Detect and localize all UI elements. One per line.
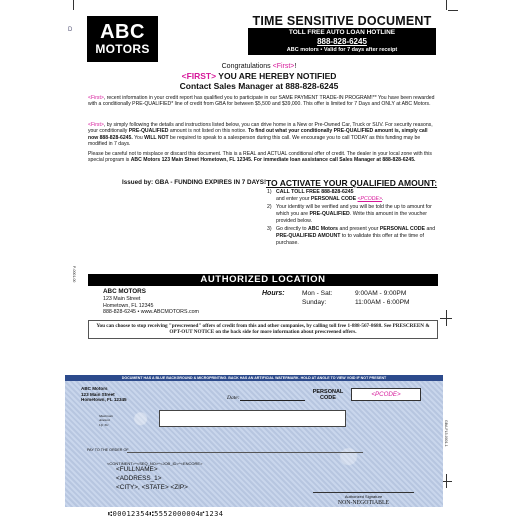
side-code: P-0001-00 xyxy=(72,266,76,283)
pcode-field: <PCODE> xyxy=(357,195,383,202)
dealer-street: 123 Main Street xyxy=(103,295,141,302)
micr-line: ⑆00012354⑆5552000004⑈1234 xyxy=(108,510,224,518)
step-1: 1) CALL TOLL FREE 888-828-6245 and enter your PERSONAL CODE <PCODE>. xyxy=(267,189,384,202)
payee-name: <FULLNAME> xyxy=(116,466,158,473)
notified-line: <FIRST> YOU ARE HEREBY NOTIFIED xyxy=(181,71,337,81)
hours-table xyxy=(302,290,410,307)
first-name-field: <First> xyxy=(88,95,104,101)
hours-label: Hours: xyxy=(262,290,285,297)
first-name-field: <FIRST> xyxy=(181,71,217,81)
dealer-address xyxy=(103,289,199,316)
authorized-location-bar: AUTHORIZED LOCATION xyxy=(88,274,438,286)
congrats-block xyxy=(100,62,418,91)
security-band: DOCUMENT HAS A BLUE BACKGROUND & MICROPRINTING. BACK HAS AN ARTIFICIAL WATERMARK. HOLD AT ANGLE TO VIEW VOID IF NOT PRESENT xyxy=(65,375,443,381)
activation-steps xyxy=(267,189,437,248)
pay-to-line xyxy=(127,452,363,453)
pay-to-label: PAY TO THE ORDER OF xyxy=(87,448,129,452)
paragraph-2: <First>, by simply following the details and instructions listed below, you can drive home in a New or Pre-Owned Car, Truck or SUV. For security reasons, your conditionally PRE-QUALIFIED amount is not listed on this notice. To find out what your conditionally PRE-QUALIFIED amount is, simply call now 888-828-6245. You WILL NOT be required to speak to a salesperson during this call. We encourage you to call TODAY as this funding may be modified in 7 days. xyxy=(88,122,433,147)
date-line xyxy=(240,400,305,401)
logo-line-1: ABC xyxy=(100,21,145,43)
max-amount-label: Maximum Amount Up To: xyxy=(99,414,113,427)
hotline-box xyxy=(248,28,436,55)
payee-city: <CITY>, <STATE> <ZIP> xyxy=(116,483,188,491)
dealer-city: Hometown, FL 12345 xyxy=(103,302,154,309)
activate-title: TO ACTIVATE YOUR QUALIFIED AMOUNT: xyxy=(266,178,438,188)
crop-mark xyxy=(446,0,447,10)
crop-mark xyxy=(440,318,452,319)
voucher-check xyxy=(65,381,443,507)
paragraph-3: Please be careful not to misplace or discard this document. This is a REAL and ACTUAL conditional offer of credit. The dealer in your local zone with this special program is ABC Motors 123 Main Street Hometown, FL 12345. For immediate loan assistance call Sales Manager at 888-828-6245. xyxy=(88,151,432,164)
abc-motors-logo xyxy=(87,16,158,62)
first-name-field: <First> xyxy=(272,63,295,70)
right-code: GBA-FL5-0001-1 xyxy=(444,420,448,447)
logo-line-2: MOTORS xyxy=(95,42,150,56)
hotline-subline: ABC motors • Valid for 7 days after receipt xyxy=(286,47,398,53)
non-negotiable-label: NON-NEGOTIABLE xyxy=(337,500,390,506)
crop-mark xyxy=(73,0,74,10)
signature-line xyxy=(313,492,414,493)
hotline-number: 888-828-6245 xyxy=(317,37,367,46)
date-label: Date: xyxy=(227,395,240,401)
hours-row: Sunday: 11:00AM - 6:00PM xyxy=(302,298,410,306)
optout-notice: You can choose to stop receiving "prescreened" offers of credit from this and other companies, by calling toll free 1-888-567-8688. See PRESCREEN & OPT-OUT NOTICE on the back side for more information about prescreened offers. xyxy=(88,320,438,339)
registration-mark-d: D xyxy=(68,27,73,33)
issued-by: Issued by: GBA - FUNDING EXPIRES IN 7 DAYS! xyxy=(122,179,267,186)
dealer-name: ABC MOTORS xyxy=(103,288,146,295)
signature-label: Authorized Signature xyxy=(344,494,383,499)
crop-mark xyxy=(448,10,458,11)
merge-code-line: <CONTINENT>^<SEQ_NO>^<JOB_ID>^<ENCORE> xyxy=(107,461,203,466)
step-3: 3) Go directly to ABC Motors and present your PERSONAL CODE and PRE-QUALIFIED AMOUNT to to validate this offer at the time of purchase. xyxy=(267,225,436,246)
amount-box[interactable] xyxy=(159,410,346,427)
hours-row: Mon - Sat: 9:00AM - 9:00PM xyxy=(302,290,407,297)
payee-address xyxy=(116,466,188,492)
step-2: 2) Your identity will be verified and you will be told the up to amount for which you are PRE-QUALIFIED. Write this amount in the voucher provided below. xyxy=(267,204,432,224)
personal-code-box: <PCODE> xyxy=(351,388,421,401)
hotline-label: TOLL FREE AUTO LOAN HOTLINE xyxy=(288,29,396,36)
check-company: ABC Motors 123 Main Street Hometown, FL 12345 xyxy=(81,386,127,402)
first-name-field: <First> xyxy=(88,122,104,128)
congrats-line: Congratulations <First>! xyxy=(221,63,297,70)
paragraph-1: <First>, recent information in your credit report has qualified you to participate in our SAME PAYMENT TRADE-IN PROGRAM!** You have been rewarded with a conditionally PRE-QUALIFIED* line of credit from GBA for between $5,500 and $39,000. This offer is limited for 7 Days and ONLY at ABC Motors. xyxy=(88,95,435,108)
contact-line: Contact Sales Manager at 888-828-6245 xyxy=(179,81,339,91)
dealer-contact: 888-828-6245 • www.ABCMOTORS.com xyxy=(103,309,199,316)
payee-street: <ADDRESS_1> xyxy=(116,474,162,482)
document-title: TIME SENSITIVE DOCUMENT xyxy=(252,14,432,28)
personal-code-label: PERSONAL CODE xyxy=(312,389,344,401)
